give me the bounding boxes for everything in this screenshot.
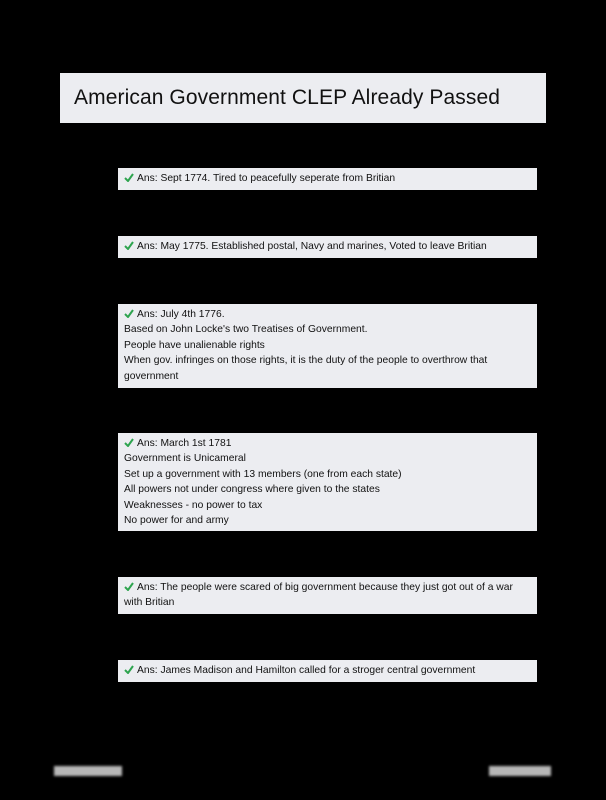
answer-line: All powers not under congress where given to the states xyxy=(124,484,380,496)
answer-text: Ans: Sept 1774. Tired to peacefully seperate from Britian xyxy=(137,173,396,184)
answer-box-2 xyxy=(118,236,537,258)
check-icon xyxy=(124,173,134,182)
answer-line xyxy=(124,171,531,186)
check-icon xyxy=(124,241,134,250)
answer-text: Ans: March 1st 1781 xyxy=(137,438,232,449)
check-icon xyxy=(124,309,134,318)
check-icon xyxy=(124,665,134,674)
answer-line: People have unalienable rights xyxy=(124,339,265,351)
answer-line xyxy=(124,663,531,678)
answer-line: When gov. infringes on those rights, it is the duty of the people to overthrow that government xyxy=(124,355,488,382)
answer-box-3 xyxy=(118,304,537,388)
answer-line: Based on John Locke's two Treatises of Government. xyxy=(124,324,368,336)
answer-text: Ans: July 4th 1776. xyxy=(137,309,225,320)
answer-text: Ans: James Madison and Hamilton called for a stroger central government xyxy=(137,665,476,676)
answer-text: Ans: May 1775. Established postal, Navy and marines, Voted to leave Britian xyxy=(137,241,487,252)
answer-line: Government is Unicameral xyxy=(124,453,246,465)
page-title: American Government CLEP Already Passed xyxy=(74,86,501,109)
answer-box-6 xyxy=(118,660,537,682)
answer-line xyxy=(124,307,531,322)
answer-line xyxy=(124,239,531,254)
footer-left-redacted xyxy=(54,766,122,776)
check-icon xyxy=(124,438,134,447)
answer-line xyxy=(124,580,531,611)
answer-box-4 xyxy=(118,433,537,531)
answer-box-1 xyxy=(118,168,537,190)
answer-line: Set up a government with 13 members (one from each state) xyxy=(124,468,402,480)
check-icon xyxy=(124,582,134,591)
answer-line: No power for and army xyxy=(124,515,229,527)
answer-text: Ans: The people were scared of big government because they just got out of a war with Britian xyxy=(124,582,513,609)
title-bar xyxy=(60,73,546,123)
answer-line xyxy=(124,436,531,451)
answer-box-5 xyxy=(118,577,537,614)
footer-right-redacted xyxy=(489,766,551,776)
answer-line: Weaknesses - no power to tax xyxy=(124,499,263,511)
